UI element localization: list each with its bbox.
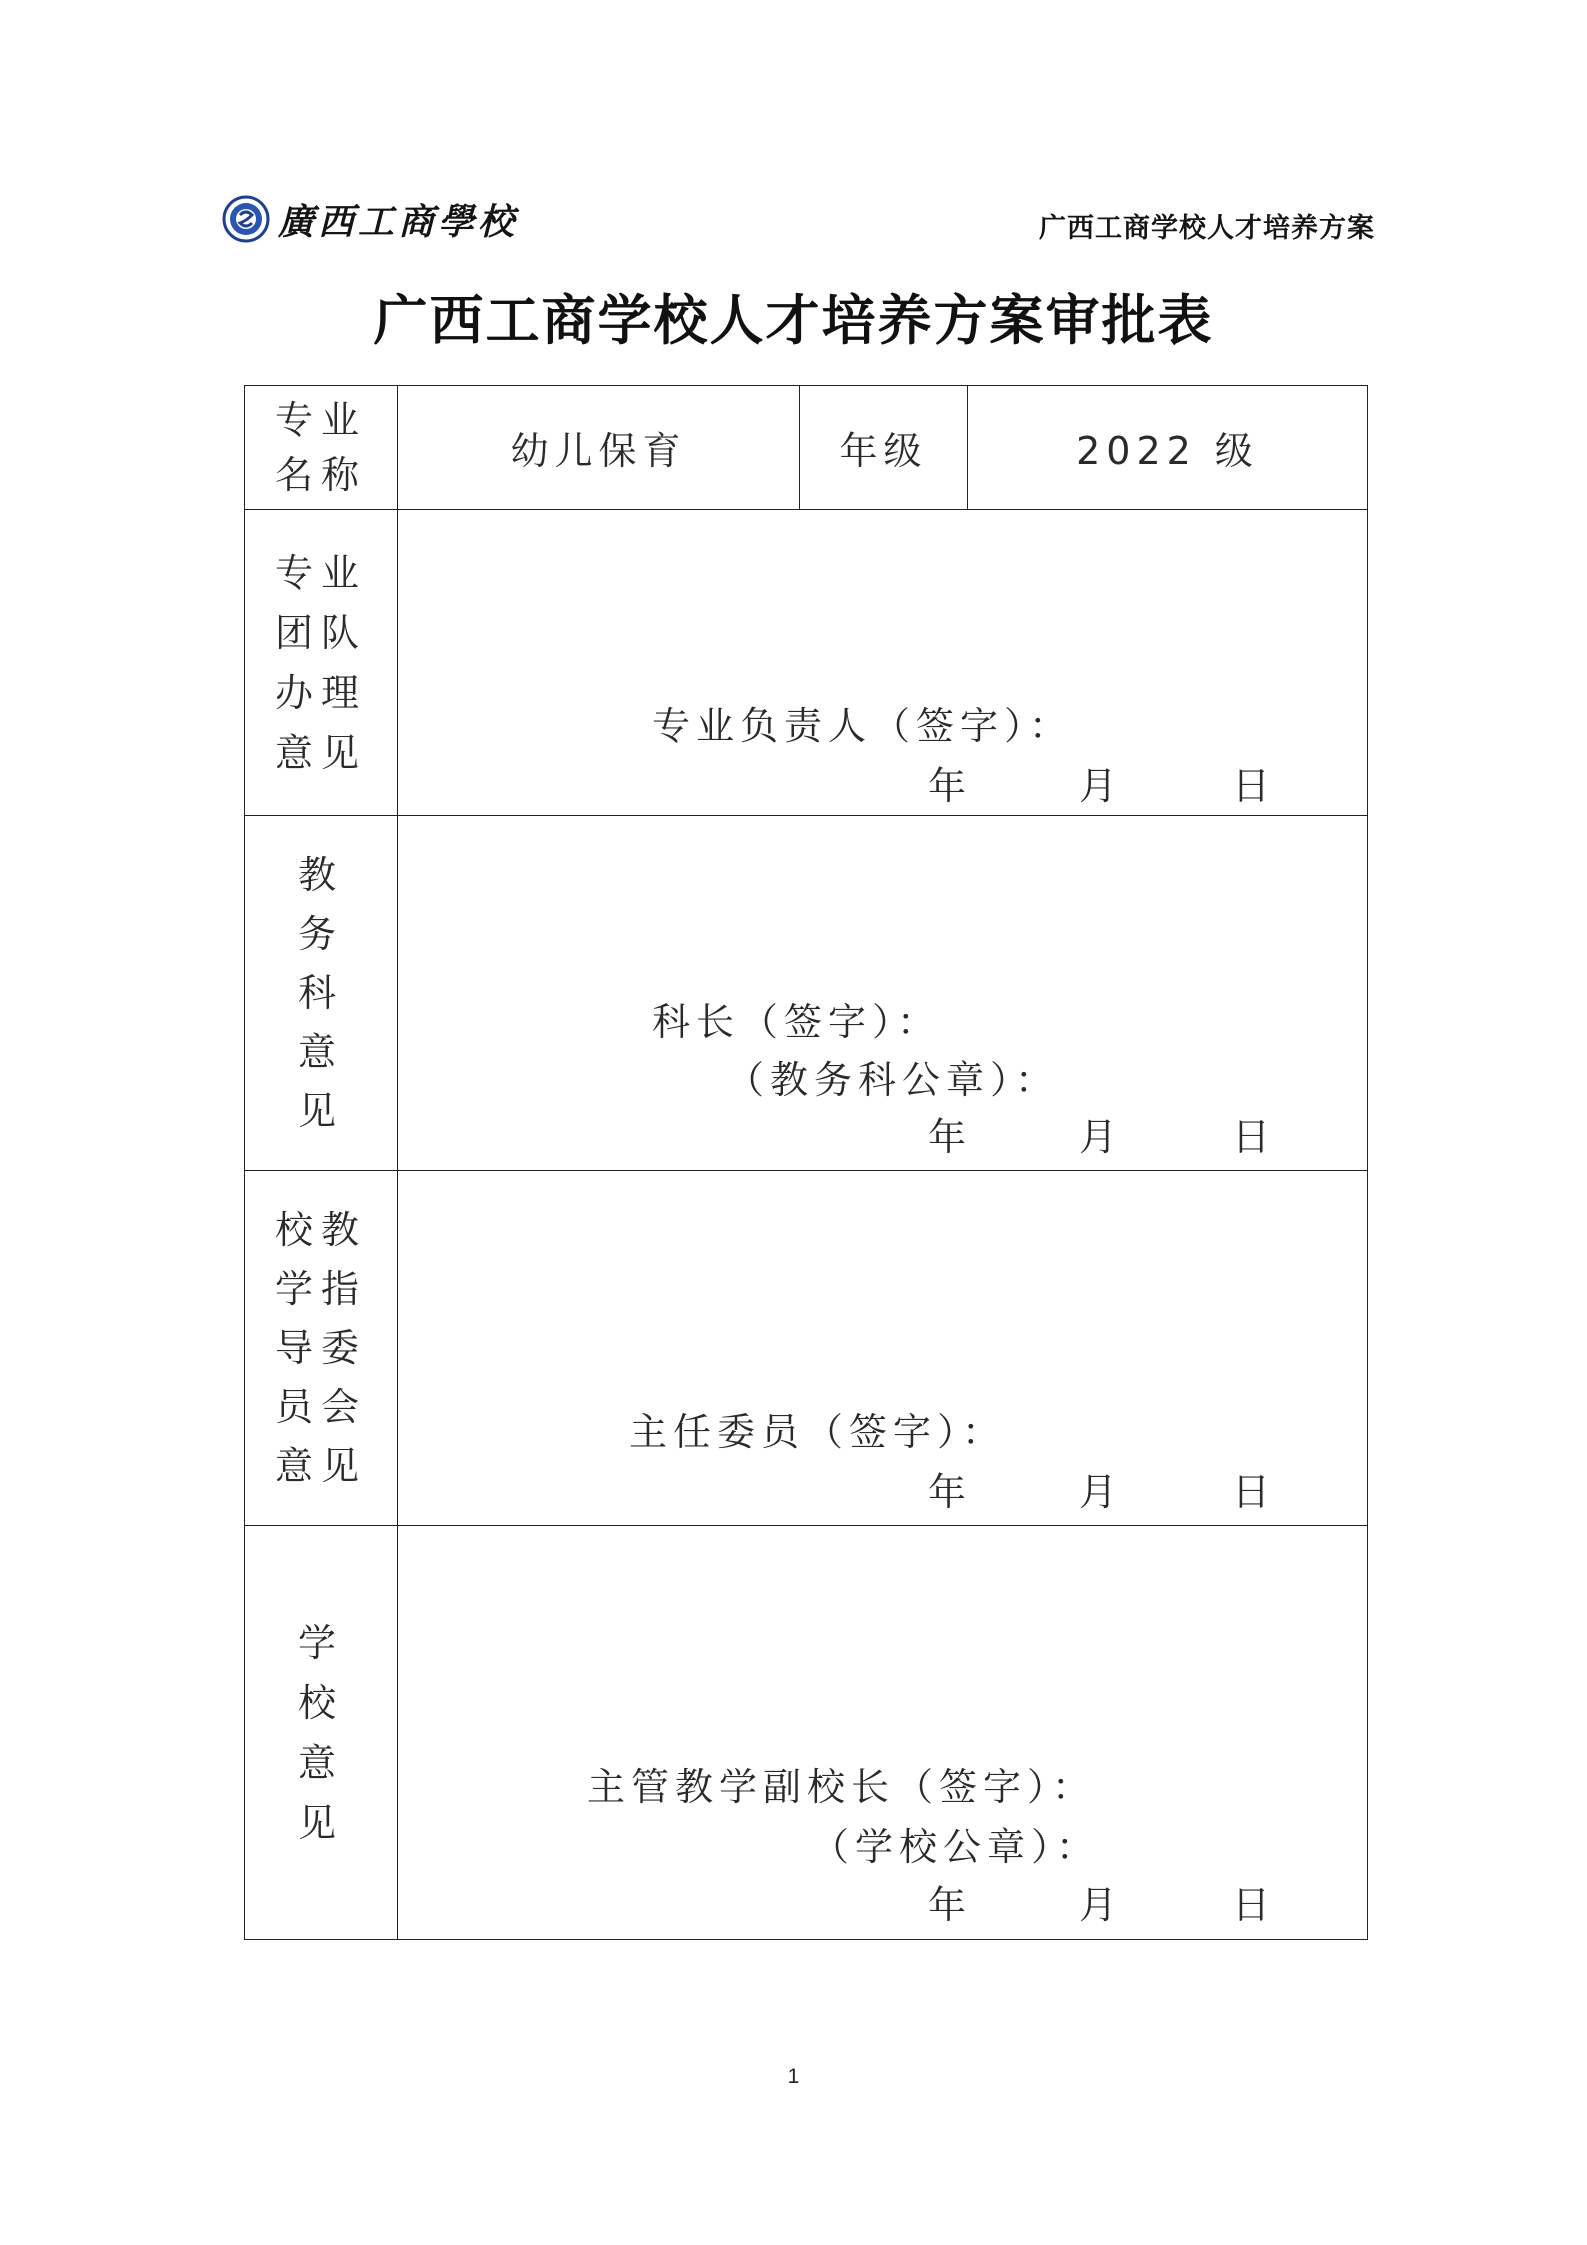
date-year: 年 <box>928 1470 967 1514</box>
section-label-academic-affairs <box>245 816 398 1171</box>
label-line: 校 <box>297 1680 344 1725</box>
signature-area-teaching-committee[interactable] <box>398 1171 1368 1526</box>
seal-line: （学校公章）： <box>811 1825 1101 1869</box>
signature-line: 主任委员（签字）： <box>629 1410 1007 1454</box>
approval-table <box>244 385 1368 1940</box>
label-line: 科 <box>297 970 344 1015</box>
date-day: 日 <box>1232 764 1271 808</box>
label-line: 专业 <box>274 550 367 595</box>
label-line: 务 <box>297 911 344 956</box>
major-value: 幼儿保育 <box>398 386 800 510</box>
label-line: 校教 <box>274 1207 367 1252</box>
major-label-line-2: 名称 <box>274 452 367 497</box>
signature-line: 专业负责人（签字）： <box>652 704 1074 748</box>
date-month: 月 <box>1079 764 1118 808</box>
date-day: 日 <box>1232 1115 1271 1159</box>
school-logo <box>222 193 518 245</box>
date-month: 月 <box>1079 1883 1118 1927</box>
label-line: 学 <box>297 1620 344 1665</box>
major-label-cell <box>245 386 398 510</box>
label-line: 办理 <box>274 670 367 715</box>
document-name: 广西工商学校人才培养方案 <box>1039 213 1375 244</box>
label-line: 团队 <box>274 610 367 655</box>
date-day: 日 <box>1232 1470 1271 1514</box>
logo-text: 廣西工商學校 <box>278 200 519 243</box>
school-seal-icon <box>222 195 270 243</box>
date-day: 日 <box>1232 1883 1271 1927</box>
date-month: 月 <box>1079 1115 1118 1159</box>
seal-line: （教务科公章）： <box>726 1058 1060 1102</box>
section-row <box>245 510 1368 816</box>
section-label-team <box>245 510 398 816</box>
grade-value: 2022 级 <box>968 386 1368 510</box>
date-year: 年 <box>928 764 967 808</box>
page-title: 广西工商学校人才培养方案审批表 <box>373 288 1214 352</box>
signature-line: 科长（签字）： <box>652 1000 942 1044</box>
signature-area-team[interactable] <box>398 510 1368 816</box>
label-line: 意见 <box>274 730 367 775</box>
section-label-teaching-committee <box>245 1171 398 1526</box>
date-year: 年 <box>928 1115 967 1159</box>
label-line: 意 <box>297 1740 344 1785</box>
major-row <box>245 386 1368 510</box>
label-line: 导委 <box>274 1325 367 1370</box>
section-label-school <box>245 1526 398 1940</box>
date-month: 月 <box>1079 1470 1118 1514</box>
signature-area-school[interactable] <box>398 1526 1368 1940</box>
label-line: 教 <box>297 852 344 897</box>
signature-area-academic-affairs[interactable] <box>398 816 1368 1171</box>
label-line: 见 <box>297 1088 344 1133</box>
section-row <box>245 1526 1368 1940</box>
grade-label: 年级 <box>800 386 968 510</box>
date-year: 年 <box>928 1883 967 1927</box>
section-row <box>245 1171 1368 1526</box>
major-label-line-1: 专业 <box>274 397 367 442</box>
label-line: 员会 <box>274 1384 367 1429</box>
label-line: 意 <box>297 1029 344 1074</box>
label-line: 学指 <box>274 1266 367 1311</box>
signature-line: 主管教学副校长（签字）： <box>587 1765 1097 1809</box>
label-line: 意见 <box>274 1443 367 1488</box>
section-row <box>245 816 1368 1171</box>
label-line: 见 <box>297 1800 344 1845</box>
page-number: 1 <box>787 2065 800 2088</box>
